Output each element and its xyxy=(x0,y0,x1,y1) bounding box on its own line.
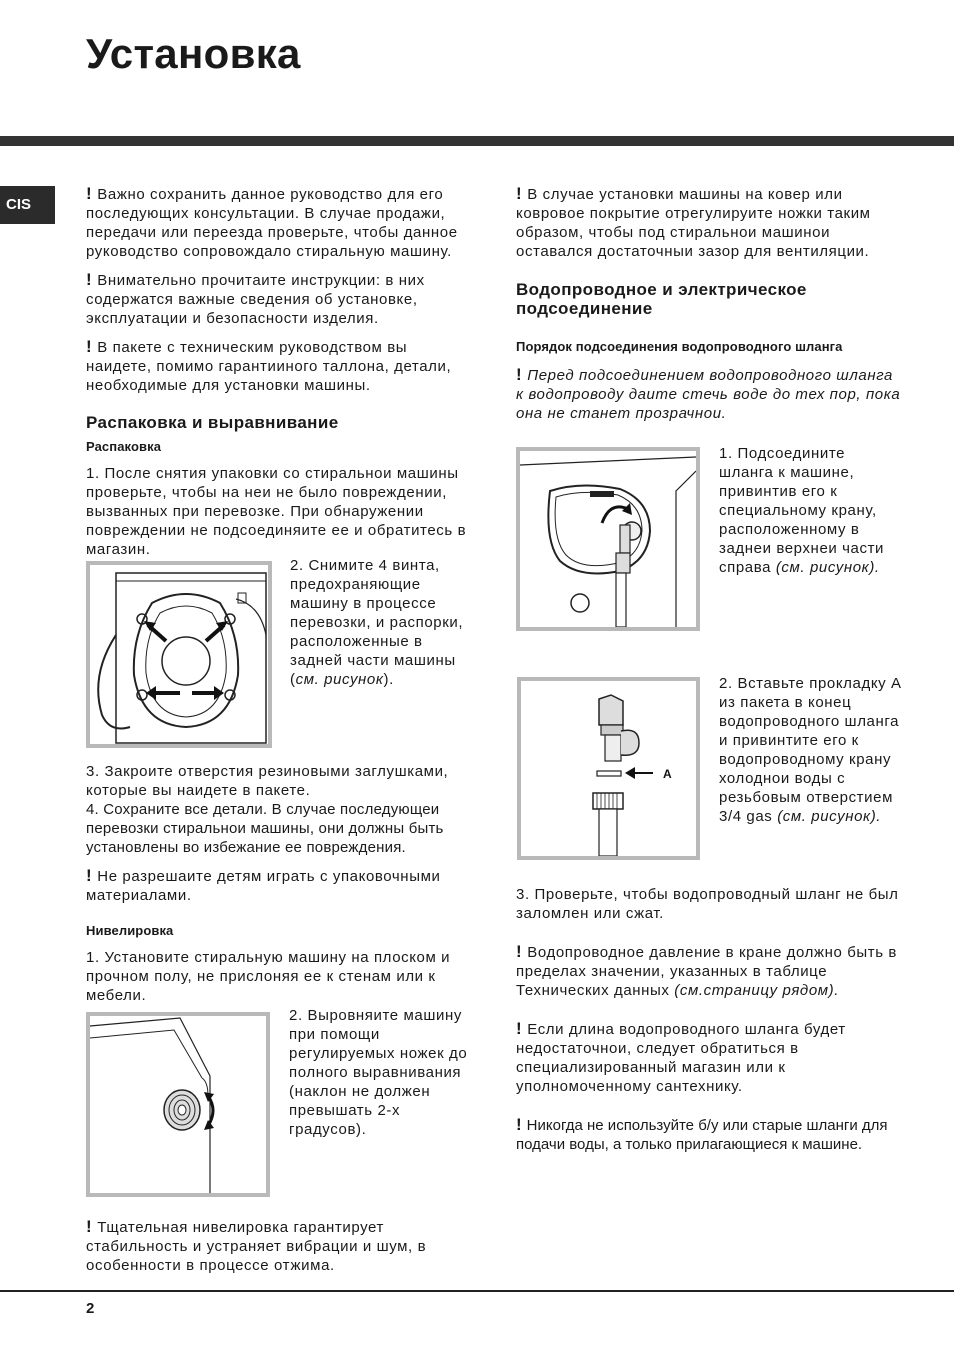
figure-adjustable-foot xyxy=(86,1012,270,1197)
right-column-lower xyxy=(516,885,902,1154)
left-column-intro xyxy=(86,184,470,404)
figure-gasket-a xyxy=(517,677,700,860)
machine-back-illustration xyxy=(90,565,268,744)
gasket-illustration xyxy=(521,681,696,856)
subheading-unpacking: Распаковка xyxy=(86,439,162,454)
note-new-hoses: ! Никогда не используйте б/у или старые шланги для подачи воды, а только прилагающиеся к машине. xyxy=(516,1115,888,1153)
unpack-step-3: 3. Закроите отверстия резиновыми заглушками, которые вы наидете в пакете. xyxy=(86,763,449,799)
language-tab[interactable]: CIS xyxy=(0,186,55,224)
section-water-electric-heading: Водопроводное и электрическое подсоединение xyxy=(516,280,807,318)
hose-step-1: 1. Подсоедините шланга к машине, привинтив его к специальному крану, расположенному в заднеи верхнеи части справа (см. рисунок). xyxy=(719,445,885,576)
figure-hose-to-machine xyxy=(516,447,700,631)
unpack-step-1: 1. После снятия упаковки со стиральнои машины проверьте, чтобы на неи не было повреждении, вызванных при перевозке. При обнаружении повреждении не подсоединяите ее и обратитесь в магазин. xyxy=(86,465,467,558)
note-read-instructions: ! Внимательно прочитаите инструкции: в них содержатся важные сведения об установке, эксплуатации и безопасности изделия. xyxy=(86,270,425,327)
hose-step-3: 3. Проверьте, чтобы водопроводный шланг не был заломлен или сжат. xyxy=(516,886,899,922)
unpack-step-2: 2. Снимите 4 винта, предохраняющие машину в процессе перевозки, и распорки, расположенные в задней части машины (см. рисунок). xyxy=(290,557,464,688)
unpack-steps-3-4 xyxy=(86,762,470,914)
leveling-step-2: 2. Выровняите машину при помощи регулируемых ножек до полного выравнивания (наклон не должен превышать 2-х градусов). xyxy=(289,1007,468,1138)
page-number: 2 xyxy=(86,1300,95,1317)
note-keep-manual: ! Важно сохранить данное руководство для его последующих консультации. В случае продажи, передачи или переезда проверьте, чтобы данное руководство сопровождало стиральную машину. xyxy=(86,184,458,260)
gasket-label-a: A xyxy=(663,767,672,781)
hose-step-2: 2. Вставьте прокладку А из пакета в конец водопроводного шланга и привинтите его к водопроводному крану холоднои воды с резьбовым отверстием 3/4 gas (см. рисунок). xyxy=(719,675,902,825)
subheading-hose-connection: Порядок подсоединения водопроводного шланга xyxy=(516,339,843,354)
note-carpet: ! В случае установки машины на ковер или ковровое покрытие отрегулируите ножки таким образом, чтобы под стиральнои машинои оставался достаточныи зазор для вентиляции. xyxy=(516,184,871,260)
page-title: Установка xyxy=(86,30,301,77)
figure-machine-back-screws xyxy=(86,561,272,748)
section-unpacking-heading: Распаковка и выравнивание xyxy=(86,413,339,432)
header-rule xyxy=(0,136,954,146)
leveling-step-1: 1. Установите стиральную машину на плоском и прочном полу, не прислоняя ее к стенам или к мебели. xyxy=(86,949,451,1004)
note-water-pressure: ! Водопроводное давление в кране должно быть в пределах значении, указанных в таблице Технических данных (см.страницу рядом). xyxy=(516,942,897,999)
note-leveling-benefit: ! Тщательная нивелировка гарантирует стабильность и устраняет вибрации и шум, в особенности в процессе отжима. xyxy=(86,1217,427,1274)
hose-machine-illustration xyxy=(520,451,696,627)
footer-rule xyxy=(0,1290,954,1292)
unpack-step-4: 4. Сохраните все детали. В случае последующеи перевозки стиральнои машины, они должны быть установлены во избежание ее повреждения. xyxy=(86,801,444,856)
note-flush-water: ! Перед подсоединением водопроводного шланга к водопроводу даите стечь воде до тех пор, пока она не станет прозрачнои. xyxy=(516,365,901,422)
note-package-contents: ! В пакете с техническим руководством вы наидете, помимо гарантииного таллона, детали, необходимые для установки машины. xyxy=(86,337,452,394)
note-hose-length: ! Если длина водопроводного шланга будет недостаточнои, следует обратиться в специализированный магазин или к уполномоченному сантехнику. xyxy=(516,1019,846,1095)
adjustable-foot-illustration xyxy=(90,1016,266,1193)
subheading-leveling: Нивелировка xyxy=(86,923,174,938)
note-children: ! Не разрешаите детям играть с упаковочными материалами. xyxy=(86,866,441,904)
